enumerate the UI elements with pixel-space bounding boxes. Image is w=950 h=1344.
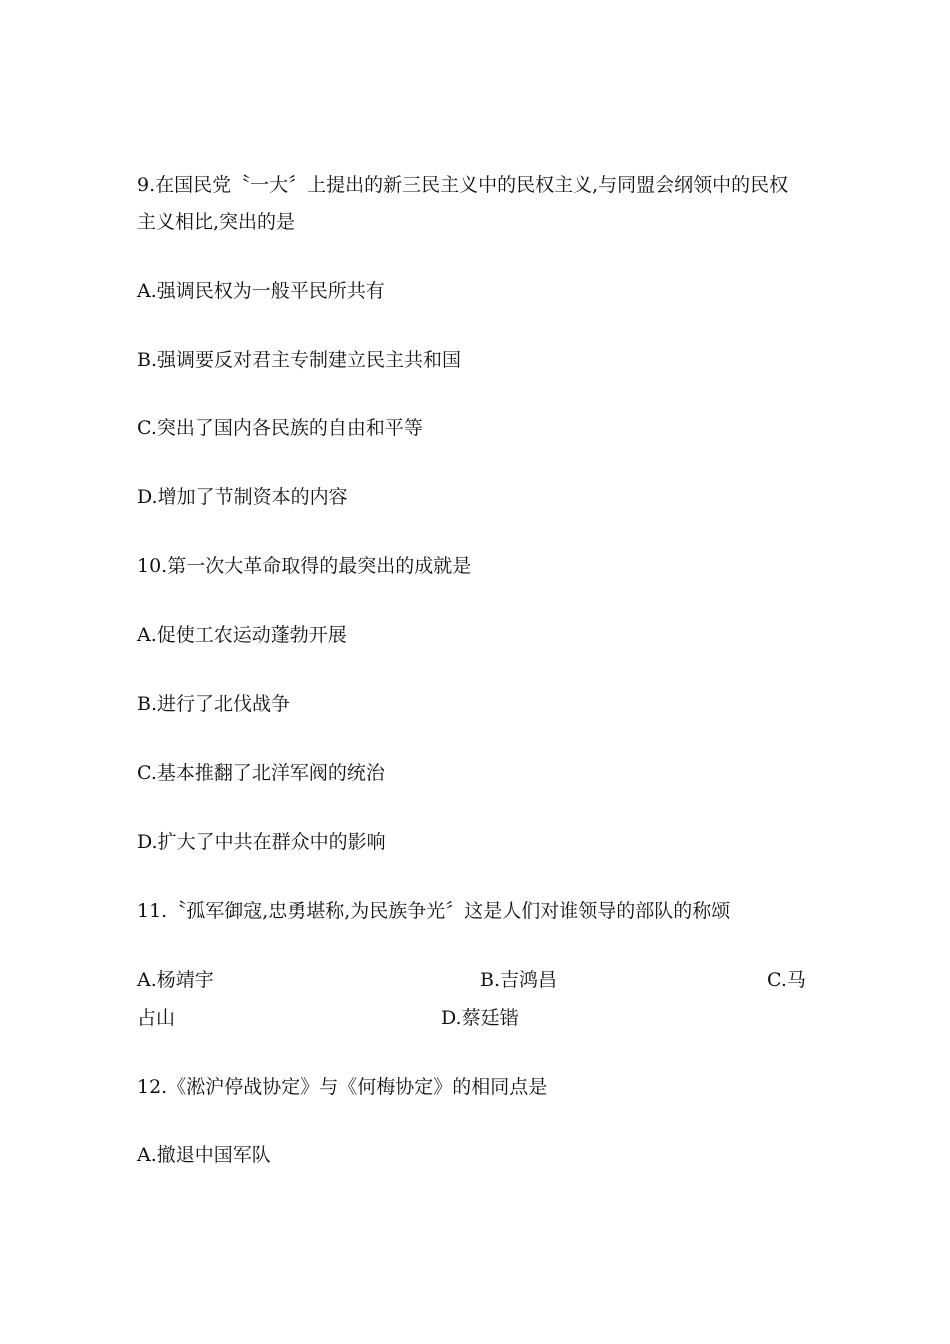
question-10-option-c: C.基本推翻了北洋军阀的统治: [137, 762, 385, 784]
question-10-stem: 10.第一次大革命取得的最突出的成就是: [137, 555, 472, 577]
question-9-option-d: D.增加了节制资本的内容: [137, 486, 348, 508]
question-9-option-c: C.突出了国内各民族的自由和平等: [137, 417, 423, 439]
question-10-option-b: B.进行了北伐战争: [137, 693, 291, 715]
question-10-option-a: A.促使工农运动蓬勃开展: [137, 624, 347, 646]
question-11-option-a: A.杨靖宇: [137, 969, 214, 991]
question-10-option-d: D.扩大了中共在群众中的影响: [137, 831, 386, 853]
question-12-stem: 12.《淞沪停战协定》与《何梅协定》的相同点是: [137, 1076, 548, 1098]
question-9-option-b: B.强调要反对君主专制建立民主共和国: [137, 349, 462, 371]
question-9-option-a: A.强调民权为一般平民所共有: [137, 280, 385, 302]
question-9-stem-line-1: 9.在国民党〝一大〞上提出的新三民主义中的民权主义,与同盟会纲领中的民权: [137, 174, 789, 196]
question-9-stem-line-2: 主义相比,突出的是: [137, 211, 296, 233]
question-11-option-d: D.蔡廷锴: [441, 1007, 519, 1029]
question-11-stem: 11.〝孤军御寇,忠勇堪称,为民族争光〞这是人们对谁领导的部队的称颂: [137, 900, 731, 922]
question-11-option-c-part-1: C.马: [767, 969, 806, 991]
question-12-option-a: A.撤退中国军队: [137, 1144, 271, 1166]
question-11-option-c-part-2: 占山: [137, 1007, 176, 1029]
question-11-option-b: B.吉鸿昌: [480, 969, 558, 991]
